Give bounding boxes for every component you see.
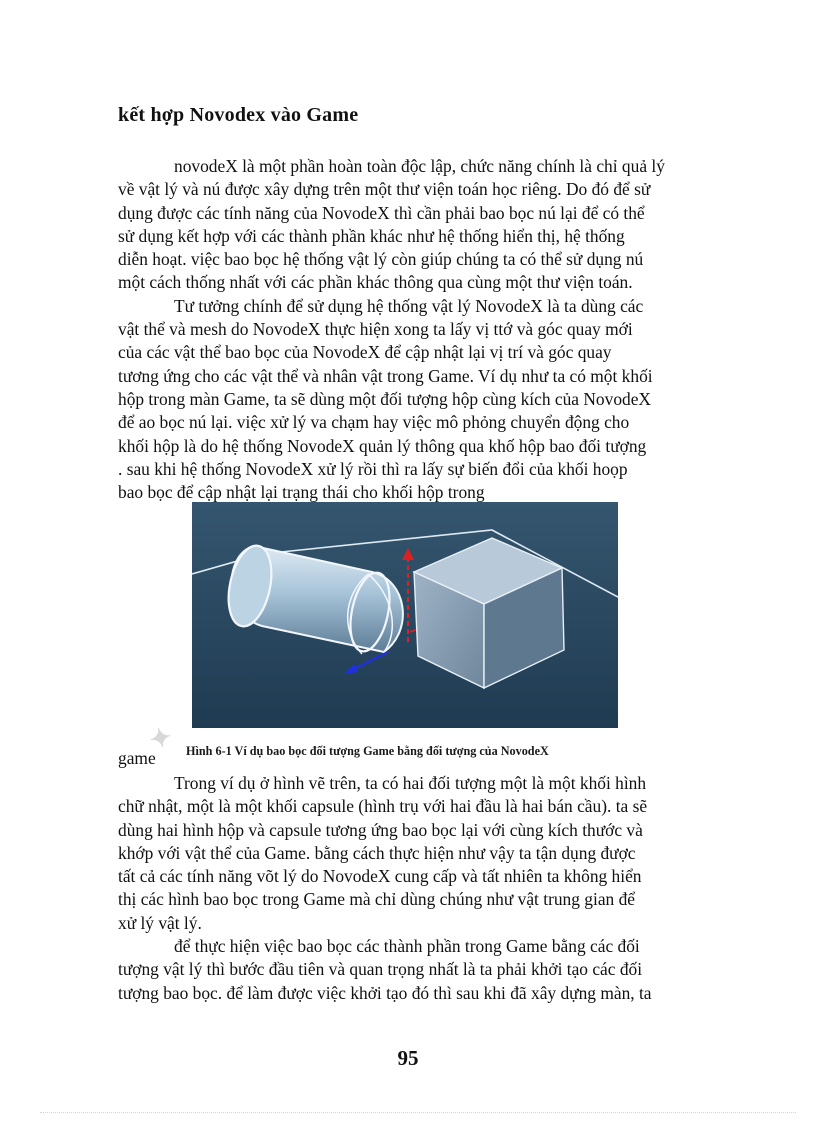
paragraph-intro	[118, 155, 698, 504]
paragraph-line: sử dụng kết hợp với các thành phần khác như hệ thống hiển thị, hệ thống	[118, 225, 625, 246]
paragraph-line: thị các hình bao bọc trong Game mà chỉ dùng chúng như vật trung gian để	[118, 889, 635, 910]
figure-illustration	[192, 502, 618, 728]
paragraph-line: tượng vật lý thì bước đầu tiên và quan trọng nhất là ta phải khởi tạo các đối	[118, 959, 643, 980]
paragraph-line: Tư tưởng chính để sử dụng hệ thống vật lý NovodeX là ta dùng các	[174, 295, 644, 316]
paragraph-line: chữ nhật, một là một khối capsule (hình trụ với hai đầu là hai bán cầu). ta sẽ	[118, 796, 648, 817]
paragraph-line: của các vật thể bao bọc của NovodeX để cập nhật lại vị trí và góc quay	[118, 342, 612, 363]
paragraph-line: dùng hai hình hộp và capsule tương ứng bao bọc lại với cùng kích thước và	[118, 819, 643, 840]
figure-caption: Hình 6-1 Ví dụ bao bọc đối tượng Game bằng đối tượng của NovodeX	[186, 744, 549, 758]
paragraph-line: dụng được các tính năng của NovodeX thì cần phải bao bọc nú lại để có thể	[118, 202, 645, 223]
page-number: 95	[397, 1046, 419, 1070]
paragraph-line: xử lý vật lý.	[118, 912, 202, 933]
paragraph-line: tương ứng cho các vật thể và nhân vật trong Game. Ví dụ như ta có một khối	[118, 365, 653, 386]
paragraph-line: về vật lý và nú được xây dựng trên một thư viện toán học riêng. Do đó để sử	[118, 179, 651, 200]
paragraph-line: khối hộp là do hệ thống NovodeX quản lý thông qua khố hộp bao đối tượng	[118, 435, 647, 456]
paragraph-line: Trong ví dụ ở hình vẽ trên, ta có hai đối tượng một là một khối hình	[174, 773, 647, 793]
paragraph-line: tất cả các tính năng võt lý do NovodeX cung cấp và tất nhiên ta không hiển	[118, 866, 642, 887]
paragraph-line: tượng bao bọc. để làm được việc khởi tạo đó thì sau khi đã xây dựng màn, ta	[118, 982, 652, 1003]
paragraph-line: để ao bọc nú lại. việc xử lý va chạm hay việc mô phỏng chuyển động cho	[118, 412, 630, 433]
paragraph-line: diễn hoạt. việc bao bọc hệ thống vật lý còn giúp chúng ta có thể sử dụng nú	[118, 249, 644, 270]
watermark: ✦	[147, 722, 175, 755]
figure-capsule-and-box	[192, 502, 618, 728]
section-heading: kết hợp Novodex vào Game	[118, 104, 359, 126]
paragraph-line: . sau khi hệ thống NovodeX xử lý rồi thì ra lấy sự biến đổi của khối hoọp	[118, 458, 628, 479]
paragraph-explanation	[118, 772, 698, 1005]
bottom-divider	[40, 1112, 796, 1113]
continuation-word: game	[118, 748, 156, 768]
paragraph-line: khớp với vật thể của Game. bằng cách thực hiện như vậy ta tận dụng được	[118, 842, 636, 863]
paragraph-line: một cách thống nhất với các phần khác thông qua cùng một thư viện toán.	[118, 272, 633, 293]
paragraph-line: vật thể và mesh do NovodeX thực hiện xong ta lấy vị ttớ và góc quay mới	[118, 319, 633, 340]
paragraph-line: hộp trong màn Game, ta sẽ dùng một đối tượng hộp cùng kích của NovodeX	[118, 388, 651, 409]
paragraph-line: novodeX là một phần hoàn toàn độc lập, chức năng chính là chỉ quả lý	[174, 156, 665, 176]
paragraph-line: bao bọc để cập nhật lại trạng thái cho khối hộp trong	[118, 482, 485, 503]
paragraph-line: để thực hiện việc bao bọc các thành phần trong Game bằng các đối	[174, 936, 640, 957]
